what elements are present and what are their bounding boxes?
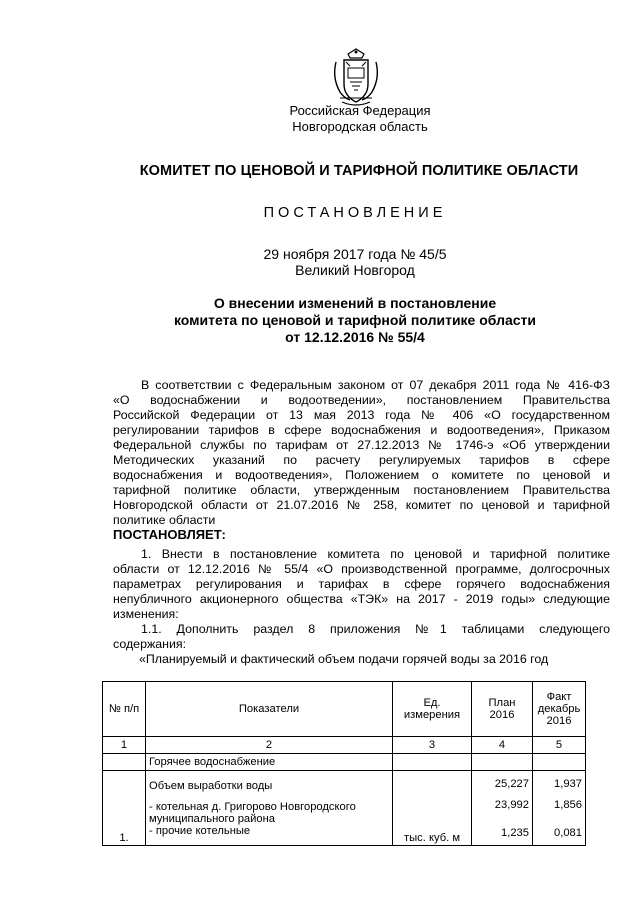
header-plan: План 2016 (472, 682, 533, 737)
doc-title-line-3: от 12.12.2016 № 55/4 (285, 329, 425, 345)
table-row (103, 771, 586, 846)
text-line: непубличного акционерного общества «ТЭК» на 2017 - 2019 годы» следующие (113, 592, 610, 606)
text-line: водоснабжения и водоотведения», Положением о комитете по ценовой и (113, 468, 610, 482)
committee-name: КОМИТЕТ ПО ЦЕНОВОЙ И ТАРИФНОЙ ПОЛИТИКЕ ОБЛАСТИ (139, 163, 579, 179)
fact-value: 1,937 (554, 777, 582, 790)
item-1-paragraph (113, 547, 610, 622)
text-line: В соответствии с Федеральным законом от 07 декабря 2011 года № 416-ФЗ (141, 378, 610, 392)
text-line: Новгородской области от 21.07.2016 № 258, комитет по ценовой и тарифной (113, 498, 610, 512)
text-line: области от 12.12.2016 № 55/4 «О производственной программе, долгосрочных (113, 562, 610, 576)
text-line: Федеральной службы по тарифам от 27.12.2013 № 1746-э «Об утверждении (113, 438, 610, 452)
plan-value: 23,992 (494, 798, 529, 811)
column-number: 3 (393, 737, 472, 754)
org-region: Новгородская область (292, 119, 428, 134)
text-line: тарифной политике области, утвержденным постановлением Правительства (113, 483, 610, 497)
header-unit: Ед. измерения (393, 682, 472, 737)
water-volume-table (102, 681, 586, 846)
header-number: № п/п (103, 682, 146, 737)
header-indicators: Показатели (146, 682, 393, 737)
text-line: Российской Федерации от 13 мая 2013 года № 406 «О государственном (113, 408, 610, 422)
preamble-paragraph (113, 378, 610, 528)
text-line: политике области (113, 513, 216, 527)
text-line: «О водоснабжении и водоотведении», постановлением Правительства (113, 393, 610, 407)
text-line: регулировании тарифов в сфере водоснабжения и водоотведения», Приказом (113, 423, 610, 437)
plan-value: 25,227 (494, 777, 529, 790)
table-column-numbers-row (103, 737, 586, 754)
table-caption: «Планируемый и фактический объем подачи горячей воды за 2016 год (139, 652, 549, 666)
fact-value: 0,081 (554, 826, 582, 839)
text-line: параметрах регулирования и тарифах в сфере горячего водоснабжения (113, 577, 610, 591)
indicator-label: - котельная д. Григорово Новгородского муниципального района (149, 800, 356, 825)
doc-title-line-2: комитета по ценовой и тарифной политике области (173, 312, 537, 328)
fact-value: 1,856 (554, 798, 582, 811)
doc-title-line-1: О внесении изменений в постановление (213, 295, 497, 311)
row-plan (472, 771, 533, 846)
text-line: содержания: (113, 637, 187, 651)
table-section-row (103, 754, 586, 771)
row-indicators (146, 771, 393, 846)
resolves-heading: ПОСТАНОВЛЯЕТ: (113, 527, 226, 542)
row-unit: тыс. куб. м (393, 771, 472, 846)
column-number: 1 (103, 737, 146, 754)
document-type: ПОСТАНОВЛЕНИЕ (263, 205, 447, 221)
column-number: 2 (146, 737, 393, 754)
row-number: 1. (103, 771, 146, 846)
table-header-row (103, 682, 586, 737)
coat-of-arms-icon (330, 48, 382, 108)
item-1-1-paragraph (113, 622, 610, 652)
header-fact: Факт декабрь 2016 (533, 682, 586, 737)
indicator-label: Объем выработки воды (149, 779, 273, 792)
document-date-number: 29 ноября 2017 года № 45/5 (263, 246, 447, 262)
text-line: Методических указаний по расчету регулируемых тарифов в сфере (113, 453, 610, 467)
plan-value: 1,235 (501, 826, 529, 839)
text-line: 1. Внести в постановление комитета по ценовой и тарифной политике (141, 547, 610, 561)
column-number: 5 (533, 737, 586, 754)
text-line: изменения: (113, 607, 179, 621)
column-number: 4 (472, 737, 533, 754)
indicator-label: - прочие котельные (149, 824, 251, 837)
org-country: Российская Федерация (289, 103, 431, 118)
document-city: Великий Новгород (295, 262, 415, 278)
text-line: 1.1. Дополнить раздел 8 приложения №1 таблицами следующего (141, 622, 610, 636)
section-title: Горячее водоснабжение (146, 754, 393, 771)
row-fact (533, 771, 586, 846)
